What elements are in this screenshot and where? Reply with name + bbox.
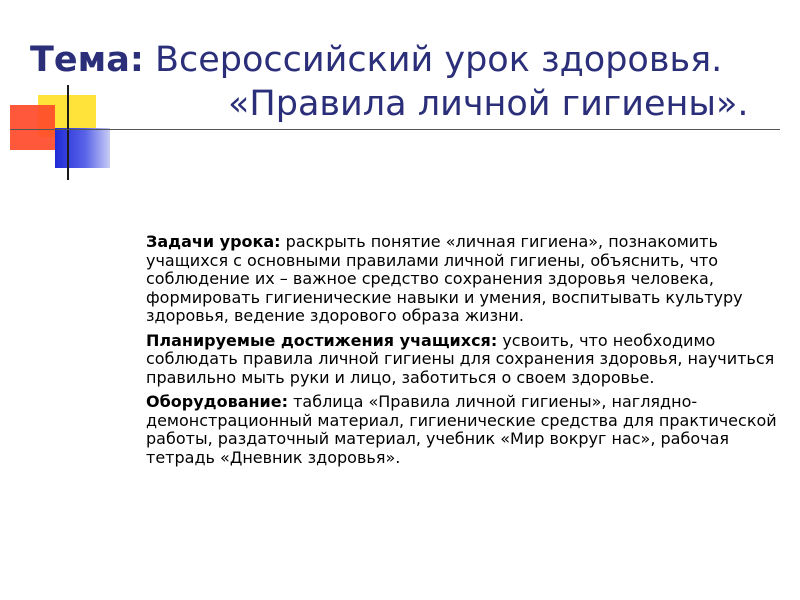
equipment-label: Оборудование: — [146, 392, 288, 411]
objectives-label: Задачи урока: — [146, 232, 281, 251]
title-line-2: «Правила личной гигиены». — [228, 84, 749, 124]
equipment-text: таблица «Правила личной гигиены», наглядно-демонстрационный материал, гигиенические средства для практической работы, раздаточный материал, учебник «Мир вокруг нас», рабочая тетрадь «Дневник здоровья». — [146, 392, 777, 467]
title-label: Тема: — [30, 40, 144, 80]
title-text-1: Всероссийский урок здоровья. — [143, 40, 723, 80]
outcomes-text: усвоить, что необходимо соблюдать правила личной гигиены для сохранения здоровья, научиться правильно мыть руки и лицо, заботиться о своем здоровье. — [146, 330, 775, 387]
paragraph-objectives — [146, 233, 786, 326]
title-underline — [10, 129, 780, 130]
outcomes-label: Планируемые достижения учащихся: — [146, 330, 498, 350]
paragraph-equipment — [146, 393, 786, 467]
decor-blue-square — [55, 128, 110, 168]
slide-title — [30, 38, 800, 126]
paragraph-outcomes — [146, 332, 786, 388]
lesson-description — [146, 233, 786, 473]
objectives-text: раскрыть понятие «личная гигиена», познакомить учащихся с основными правилами личной гигиены, объяснить, что соблюдение их – важное средство сохранения здоровья человека, формировать гигиенические навыки и умения, воспитывать культуру здоровья, ведение здорового образа жизни. — [146, 232, 743, 325]
title-line-1 — [30, 38, 800, 82]
